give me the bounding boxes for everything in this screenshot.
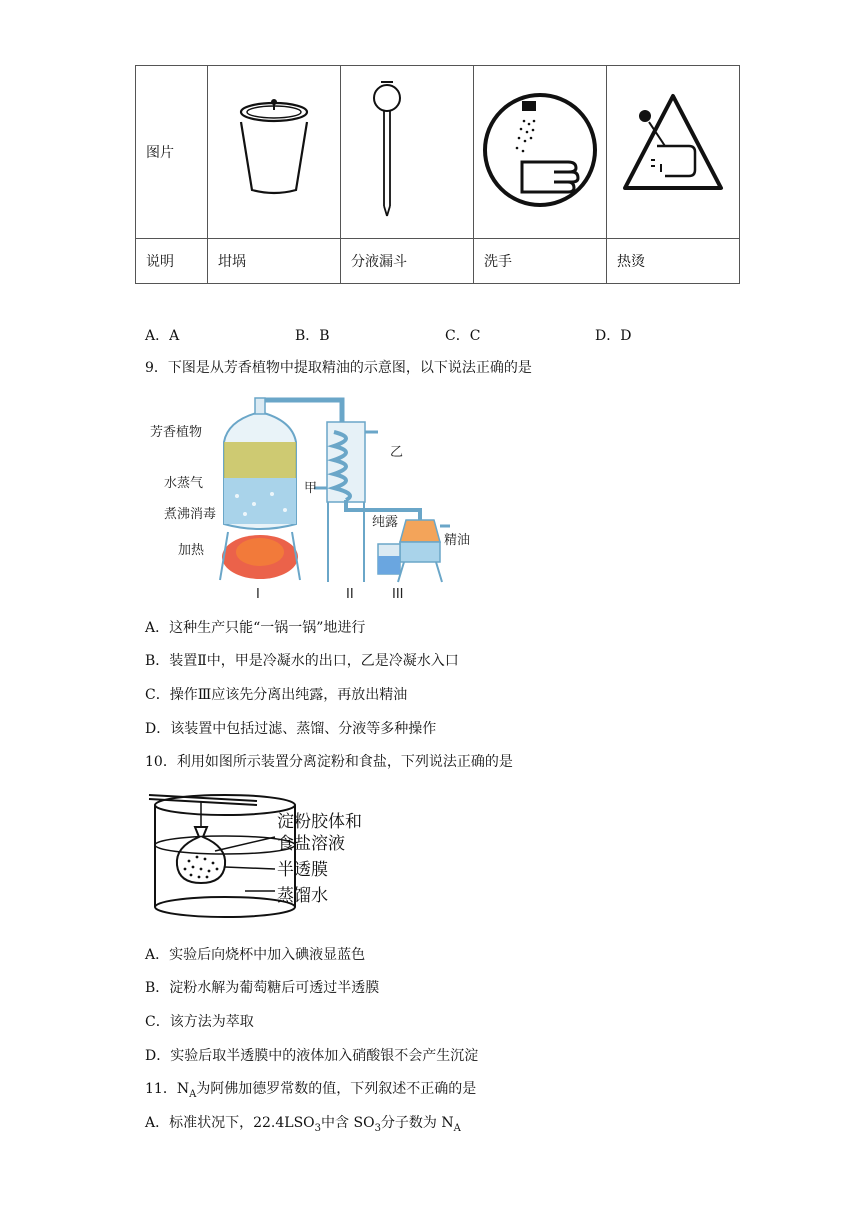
q9-stem: 9．下图是从芳香植物中提取精油的示意图，以下说法正确的是 — [145, 360, 532, 376]
q11-sub: 3 — [374, 1122, 381, 1134]
q9-option-a: A．这种生产只能“一锅一锅”地进行 — [145, 620, 366, 636]
separatory-funnel-icon — [351, 66, 463, 234]
essential-oil-distillation-figure — [150, 392, 492, 602]
funnel-image-cell — [341, 66, 474, 239]
q11-sub: 3 — [314, 1122, 322, 1134]
q10-option-d: D．实验后取半透膜中的液体加入硝酸银不会产生沉淀 — [145, 1048, 479, 1064]
label-pure-dew: 纯露 — [372, 515, 399, 530]
q11-stem — [145, 1078, 476, 1100]
q8-option-b: B．B — [295, 328, 330, 344]
q8-option-d: D．D — [595, 328, 632, 344]
table-row — [136, 239, 740, 284]
dialysis-apparatus-figure — [145, 785, 385, 925]
table-row — [136, 66, 740, 239]
scald-image-cell — [607, 66, 740, 239]
desc-cell: 热烫 — [607, 239, 740, 284]
label-boil: 煮沸消毒 — [164, 507, 217, 522]
label-distilled-water: 蒸馏水 — [277, 886, 328, 906]
q11-na-sub: A — [189, 1088, 197, 1100]
q11-na: N — [176, 1081, 190, 1097]
q11-option-a — [145, 1112, 461, 1134]
scald-warning-icon — [617, 66, 729, 234]
q8-option-a: A．A — [145, 328, 180, 344]
label-colloid-2: 食盐溶液 — [277, 834, 345, 854]
q9-option-c: C．操作Ⅲ应该先分离出纯露，再放出精油 — [145, 687, 408, 703]
label-heat: 加热 — [178, 543, 205, 558]
label-device-1: I — [256, 587, 260, 602]
crucible-icon — [218, 66, 330, 234]
q10-option-c: C．该方法为萃取 — [145, 1014, 254, 1030]
q11-number: 11． — [145, 1081, 177, 1097]
q11-sub: A — [453, 1122, 461, 1134]
q9-option-b: B．装置Ⅱ中，甲是冷凝水的出口，乙是冷凝水入口 — [145, 653, 459, 669]
handwash-image-cell — [474, 66, 607, 239]
q8-option-c: C．C — [445, 328, 481, 344]
hand-wash-icon — [484, 66, 596, 234]
label-membrane: 半透膜 — [277, 860, 328, 880]
label-steam: 水蒸气 — [164, 476, 204, 491]
q9-option-d: D．该装置中包括过滤、蒸馏、分液等多种操作 — [145, 721, 437, 737]
q10-option-b: B．淀粉水解为葡萄糖后可透过半透膜 — [145, 980, 380, 996]
row-header-picture: 图片 — [136, 66, 208, 239]
lab-items-table — [135, 65, 740, 284]
label-device-2: II — [346, 587, 354, 602]
label-plant: 芳香植物 — [150, 425, 203, 440]
label-yi: 乙 — [390, 445, 404, 460]
q11-option-a-text: 中含 SO — [321, 1115, 375, 1131]
q11-option-a-text: 分子数为 N — [380, 1115, 454, 1131]
label-device-3: III — [392, 587, 404, 602]
desc-cell: 分液漏斗 — [341, 239, 474, 284]
q10-stem: 10．利用如图所示装置分离淀粉和食盐，下列说法正确的是 — [145, 754, 513, 770]
row-header-description: 说明 — [136, 239, 208, 284]
label-oil: 精油 — [444, 533, 471, 548]
label-colloid-1: 淀粉胶体和 — [277, 812, 362, 832]
label-jia: 甲 — [304, 481, 318, 496]
desc-cell: 坩埚 — [208, 239, 341, 284]
crucible-image-cell — [208, 66, 341, 239]
q10-option-a: A．实验后向烧杯中加入碘液显蓝色 — [145, 947, 366, 963]
q11-stem-text: 为阿佛加德罗常数的值，下列叙述不正确的是 — [196, 1081, 477, 1097]
desc-cell: 洗手 — [474, 239, 607, 284]
q11-option-a-text: A．标准状况下，22.4LSO — [145, 1115, 315, 1131]
